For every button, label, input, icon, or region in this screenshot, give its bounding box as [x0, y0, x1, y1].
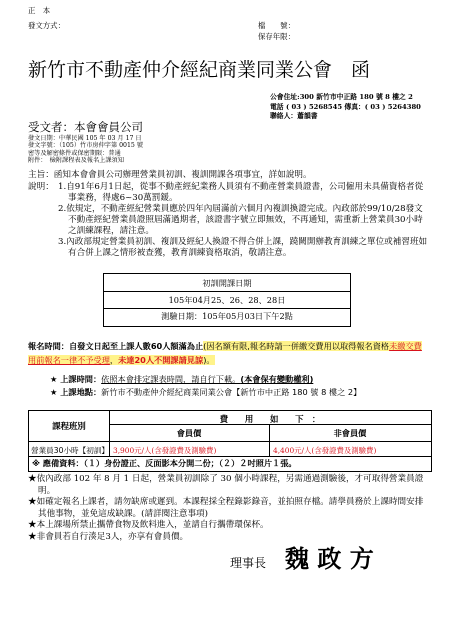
file-no-label: 檔 號： — [258, 21, 295, 30]
notes-list — [28, 474, 430, 543]
note-item: ★依內政部 102 年 8 月 1 日起，營業員初訓除了 30 個小時課程，另需通過測驗後，才可取得營業員證明。 — [28, 474, 424, 496]
fee-member-price: 3,900元/人(含發證費及測驗費) — [113, 446, 217, 455]
class-time-text: 依照本會排定課表時間，請自行下載。 — [101, 374, 241, 384]
fee-nonmember-header: 非會員價 — [333, 428, 367, 438]
issue-number: 發文字號：（105）竹市房仲字第 0015 號 — [28, 142, 144, 150]
schedule-box — [103, 273, 351, 327]
signature-name: 魏 政 方 — [285, 544, 374, 573]
class-time-note: (本會保有變動權利) — [240, 374, 314, 384]
org-title: 新竹市不動產仲介經紀商業同業公會 函 — [28, 59, 371, 81]
note-item: ★非會員若自行湊足3人，亦享有會員價。 — [28, 531, 189, 542]
issue-method-label: 發文方式： — [28, 21, 65, 30]
fee-course-header: 課程班別 — [52, 421, 86, 431]
meta-block — [28, 135, 143, 165]
fee-nonmember-price: 4,400元/人(含發證費及測驗費) — [273, 446, 377, 455]
exam-date: 測驗日期：105年05月03日下午2點 — [161, 311, 293, 321]
fee-header: 費 用 如 下 ： — [219, 414, 321, 424]
copy-label: 正 本 — [28, 6, 51, 15]
contact-block — [270, 93, 421, 122]
required-documents: ※ 應備資料：（１）身份證正、反面影本分開二份；（２）２吋照片１張。 — [32, 458, 297, 468]
registration-period: 自發文日起至上課人數60人額滿為止 — [68, 341, 204, 351]
note-item: ★如確定報名上課者，請勿缺席或遲到。本課程採全程錄影錄音，並拍照存檔。請學員務於上課時間安排其他事物，並免這成缺課。(請詳閱注意事項) — [28, 497, 424, 519]
registration-warning-payment: 未繳交費用前報名一律不予受理 — [28, 341, 422, 365]
schedule-dates: 105年04月25、26、28、28日 — [168, 295, 286, 305]
retention-label: 保存年限： — [258, 32, 295, 41]
contact-person: 聯絡人：蕭韻書 — [270, 112, 318, 120]
subject: 主旨：函知本會會員公司辦理營業員初訓、複訓開課各項事宜，詳如說明。 — [28, 170, 312, 180]
class-location-text: 新竹市不動產仲介經紀商業同業公會【新竹市中正路 180 號 8 樓之 2】 — [101, 387, 362, 397]
attachment: 附件： 檢附課程表及報名上課須知 — [28, 157, 124, 165]
fee-member-header: 會員價 — [176, 428, 202, 438]
issue-date: 發文日期：中華民國 105 年 03 月 17 日 — [28, 135, 142, 142]
class-time-label: ★ 上課時間： — [50, 374, 102, 384]
class-location-label: ★ 上課地點： — [50, 387, 102, 397]
signature-title: 理事長 — [230, 556, 267, 570]
fee-table — [28, 410, 432, 472]
classification: 密等及解密條件或保密期限：普通 — [28, 149, 121, 157]
class-time — [50, 373, 313, 385]
explanation-item-3: 3.內政部規定營業員初訓、複訓及經紀人換證不得合併上課，蹺闕開辦教育訓練之單位或補習班如有合併上課之情形被查獲，教育訓練資格取消，敬請注意。 — [58, 237, 428, 258]
registration-label: 報名時間： — [28, 341, 69, 351]
registration-block: 報名時間：自發文日起至上課人數60人額滿為止(因名額有限,報名時請一併繳交費用以取得報名資格未繳交費用前報名一律不予受理，未達20人不開課請見諒)。 — [28, 341, 422, 365]
explanation-item-2: 2.依規定，不動產經紀營業員應於四年內屆滿前六個月內複訓換證完成。內政部於99/10/28發文不動產經紀營業員證照屆滿過期者，該證書字號立即無效，不再通知，需重新上營業員30小時之訓練課程，請注意。 — [58, 204, 423, 236]
class-location — [50, 386, 361, 398]
org-phone-fax: 電話 ( 03 ) 5268545 傳真：( 03 ) 5264380 — [270, 102, 421, 111]
explanation-label: 說明： — [28, 182, 54, 192]
registration-note: (因名額有限,報名時請一併繳交費用以取得報名資格 — [203, 341, 390, 351]
fee-course-name: 營業員30小時【初訓】 — [31, 446, 110, 455]
note-item: ★本上課場所禁止攜帶食物及飲料進入，並請自行攜帶環保杯。 — [28, 520, 269, 530]
org-address: 公會住址:300 新竹市中正路 180 號 8 樓之 2 — [270, 93, 413, 101]
explanation-list — [58, 182, 430, 259]
explanation-item-1: 1.自91年6月1日起，從事不動產經紀業務人員須有不動產營業員證書，公司僱用未具備資格者從事業務，得處6~30萬罰鍰。 — [58, 182, 424, 203]
schedule-title: 初訓開課日期 — [202, 278, 252, 288]
recipient: 受文者：本會會員公司 — [28, 120, 143, 134]
registration-warning-minimum: 未達20人不開課請見諒 — [118, 355, 204, 365]
